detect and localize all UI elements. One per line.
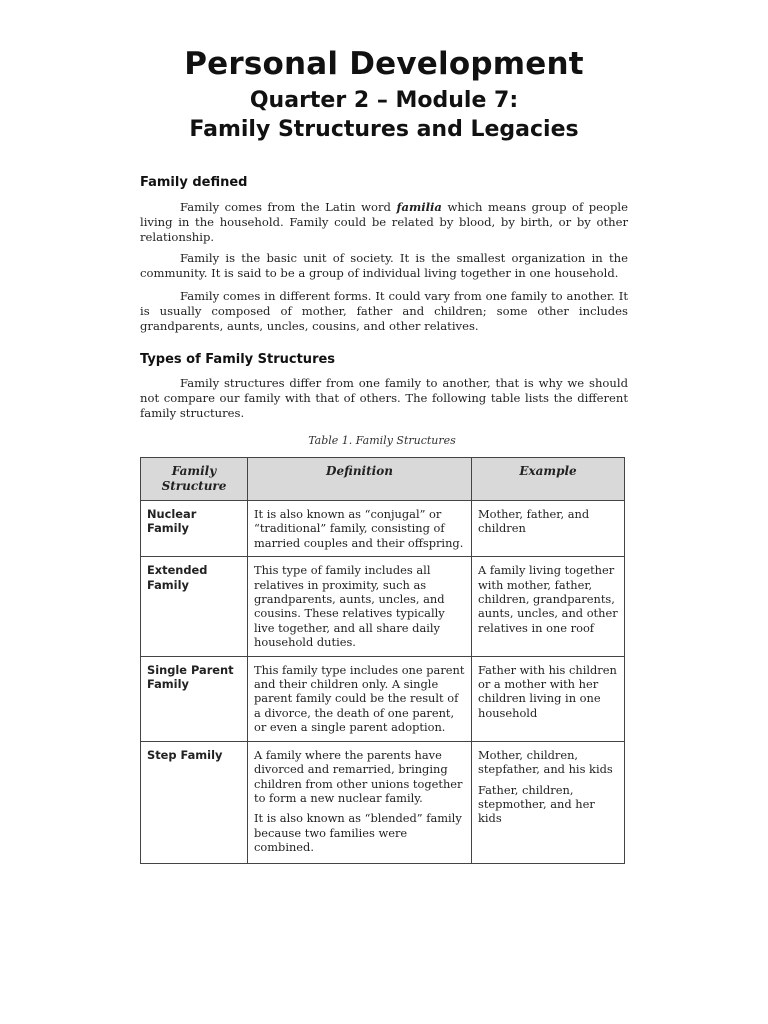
table-header-row (141, 458, 625, 501)
cell-text: It is also known as “conjugal” or “traditional” family, consisting of married couples and their offspring. (254, 507, 464, 550)
module-number: Quarter 2 – Module 7: (249, 88, 519, 113)
paragraph-text: Family comes from the Latin word (180, 200, 397, 214)
table-row (141, 656, 625, 741)
cell-example (472, 656, 625, 741)
cell-definition (248, 741, 472, 863)
cell-structure: Single Parent Family (141, 656, 248, 741)
cell-structure: Step Family (141, 741, 248, 863)
cell-text: Father, children, stepmother, and her kids (478, 782, 595, 826)
cell-definition (248, 557, 472, 656)
cell-text: A family where the parents have divorced and remarried, bringing children from other unions together to form a new nuclear family. (254, 747, 463, 805)
paragraph-basic-unit: Family is the basic unit of society. It is the smallest organization in the community. It is said to be a group of individual living together in one household. (140, 251, 628, 280)
paragraph-family-forms: Family comes in different forms. It could vary from one family to another. It is usually composed of mother, father and children; some other includes grandparents, aunts, uncles, cousins, and other relatives. (140, 289, 628, 333)
module-title: Family Structures and Legacies (189, 117, 579, 142)
cell-text: This family type includes one parent and their children only. A single parent family could be the result of a divorce, the death of one parent, or even a single parent adoption. (254, 662, 465, 735)
table-row (141, 741, 625, 863)
paragraph-family-origin (140, 200, 628, 245)
document-title: Personal Development (184, 46, 584, 82)
table-caption: Table 1. Family Structures (308, 434, 456, 447)
column-header-example: Example (472, 458, 625, 501)
family-structures-table (140, 457, 625, 864)
cell-text: Father with his children or a mother with her children living in one household (478, 662, 617, 720)
cell-text: Mother, father, and children (478, 507, 590, 536)
heading-types-of-family: Types of Family Structures (140, 352, 336, 367)
paragraph-structures-intro: Family structures differ from one family to another, that is why we should not compare our family with that of others. The following table lists the different family structures. (140, 376, 628, 420)
cell-text: A family living together with mother, father, children, grandparents, aunts, uncles, and other relatives in one roof (478, 563, 618, 635)
paragraph-text: which means group of people living in the household. Family could be related by blood, by birth, or by other relationship. (140, 200, 628, 244)
table-row (141, 557, 625, 656)
latin-term: familia (396, 200, 442, 214)
cell-definition (248, 501, 472, 557)
column-header-definition: Definition (248, 458, 472, 501)
column-header-structure: Family Structure (141, 458, 248, 501)
cell-definition (248, 656, 472, 741)
cell-text: It is also known as “blended” family because two families were combined. (254, 811, 462, 855)
cell-text: Mother, children, stepfather, and his kids (478, 747, 613, 777)
cell-structure: Extended Family (141, 557, 248, 656)
table-row (141, 501, 625, 557)
cell-structure: Nuclear Family (141, 501, 248, 557)
cell-text: This type of family includes all relatives in proximity, such as grandparents, aunts, uncles, and cousins. These relatives typically live together, and all share daily household duties. (254, 563, 445, 650)
cell-example (472, 741, 625, 863)
cell-example (472, 501, 625, 557)
cell-example (472, 557, 625, 656)
heading-family-defined: Family defined (140, 175, 248, 190)
